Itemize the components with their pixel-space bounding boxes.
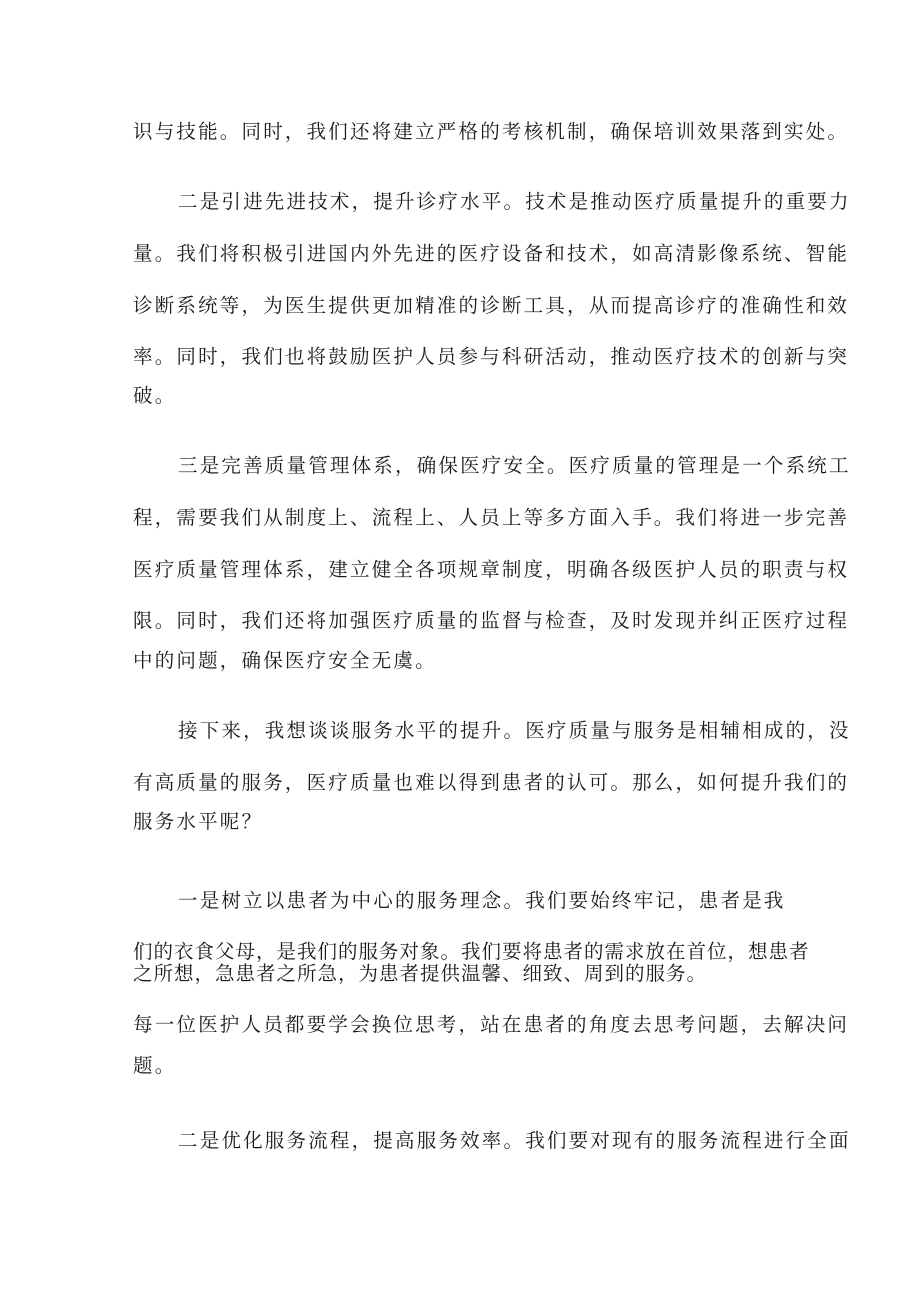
text-line: 每一位医护人员都要学会换位思考，站在患者的角度去思考问题，去解决问 bbox=[133, 1013, 850, 1036]
text-line: 题。 bbox=[133, 1054, 177, 1077]
text-line: 们的衣食父母，是我们的服务对象。我们要将患者的需求放在首位，想患者 bbox=[133, 940, 810, 963]
paragraph-first-line: 接下来，我想谈谈服务水平的提升。医疗质量与服务是相辅相成的，没 bbox=[178, 719, 851, 742]
text-line: 限。同时，我们还将加强医疗质量的监督与检查，及时发现并纠正医疗过程 bbox=[133, 609, 850, 632]
text-line: 有高质量的服务，医疗质量也难以得到患者的认可。那么，如何提升我们的 bbox=[133, 771, 850, 794]
paragraph-first-line: 三是完善质量管理体系，确保医疗安全。医疗质量的管理是一个系统工 bbox=[178, 454, 851, 477]
text-line: 破。 bbox=[133, 384, 177, 407]
text-line: 之所想，急患者之所急，为患者提供温馨、细致、周到的服务。 bbox=[133, 962, 708, 985]
text-line: 识与技能。同时，我们还将建立严格的考核机制，确保培训效果落到实处。 bbox=[133, 120, 850, 143]
paragraph-first-line: 二是引进先进技术，提升诊疗水平。技术是推动医疗质量提升的重要力 bbox=[178, 190, 851, 213]
paragraph-first-line: 一是树立以患者为中心的服务理念。我们要始终牢记，患者是我 bbox=[178, 889, 786, 912]
text-line: 医疗质量管理体系，建立健全各项规章制度，明确各级医护人员的职责与权 bbox=[133, 558, 850, 581]
text-line: 中的问题，确保医疗安全无虞。 bbox=[133, 649, 437, 672]
text-line: 服务水平呢？ bbox=[133, 810, 264, 833]
text-line: 率。同时，我们也将鼓励医护人员参与科研活动，推动医疗技术的创新与突 bbox=[133, 345, 850, 368]
paragraph-first-line: 二是优化服务流程，提高服务效率。我们要对现有的服务流程进行全面 bbox=[178, 1129, 851, 1152]
text-line: 诊断系统等，为医生提供更加精准的诊断工具，从而提高诊疗的准确性和效 bbox=[133, 294, 850, 317]
text-line: 程，需要我们从制度上、流程上、人员上等多方面入手。我们将进一步完善 bbox=[133, 506, 850, 529]
text-line: 量。我们将积极引进国内外先进的医疗设备和技术，如高清影像系统、智能 bbox=[133, 242, 850, 265]
